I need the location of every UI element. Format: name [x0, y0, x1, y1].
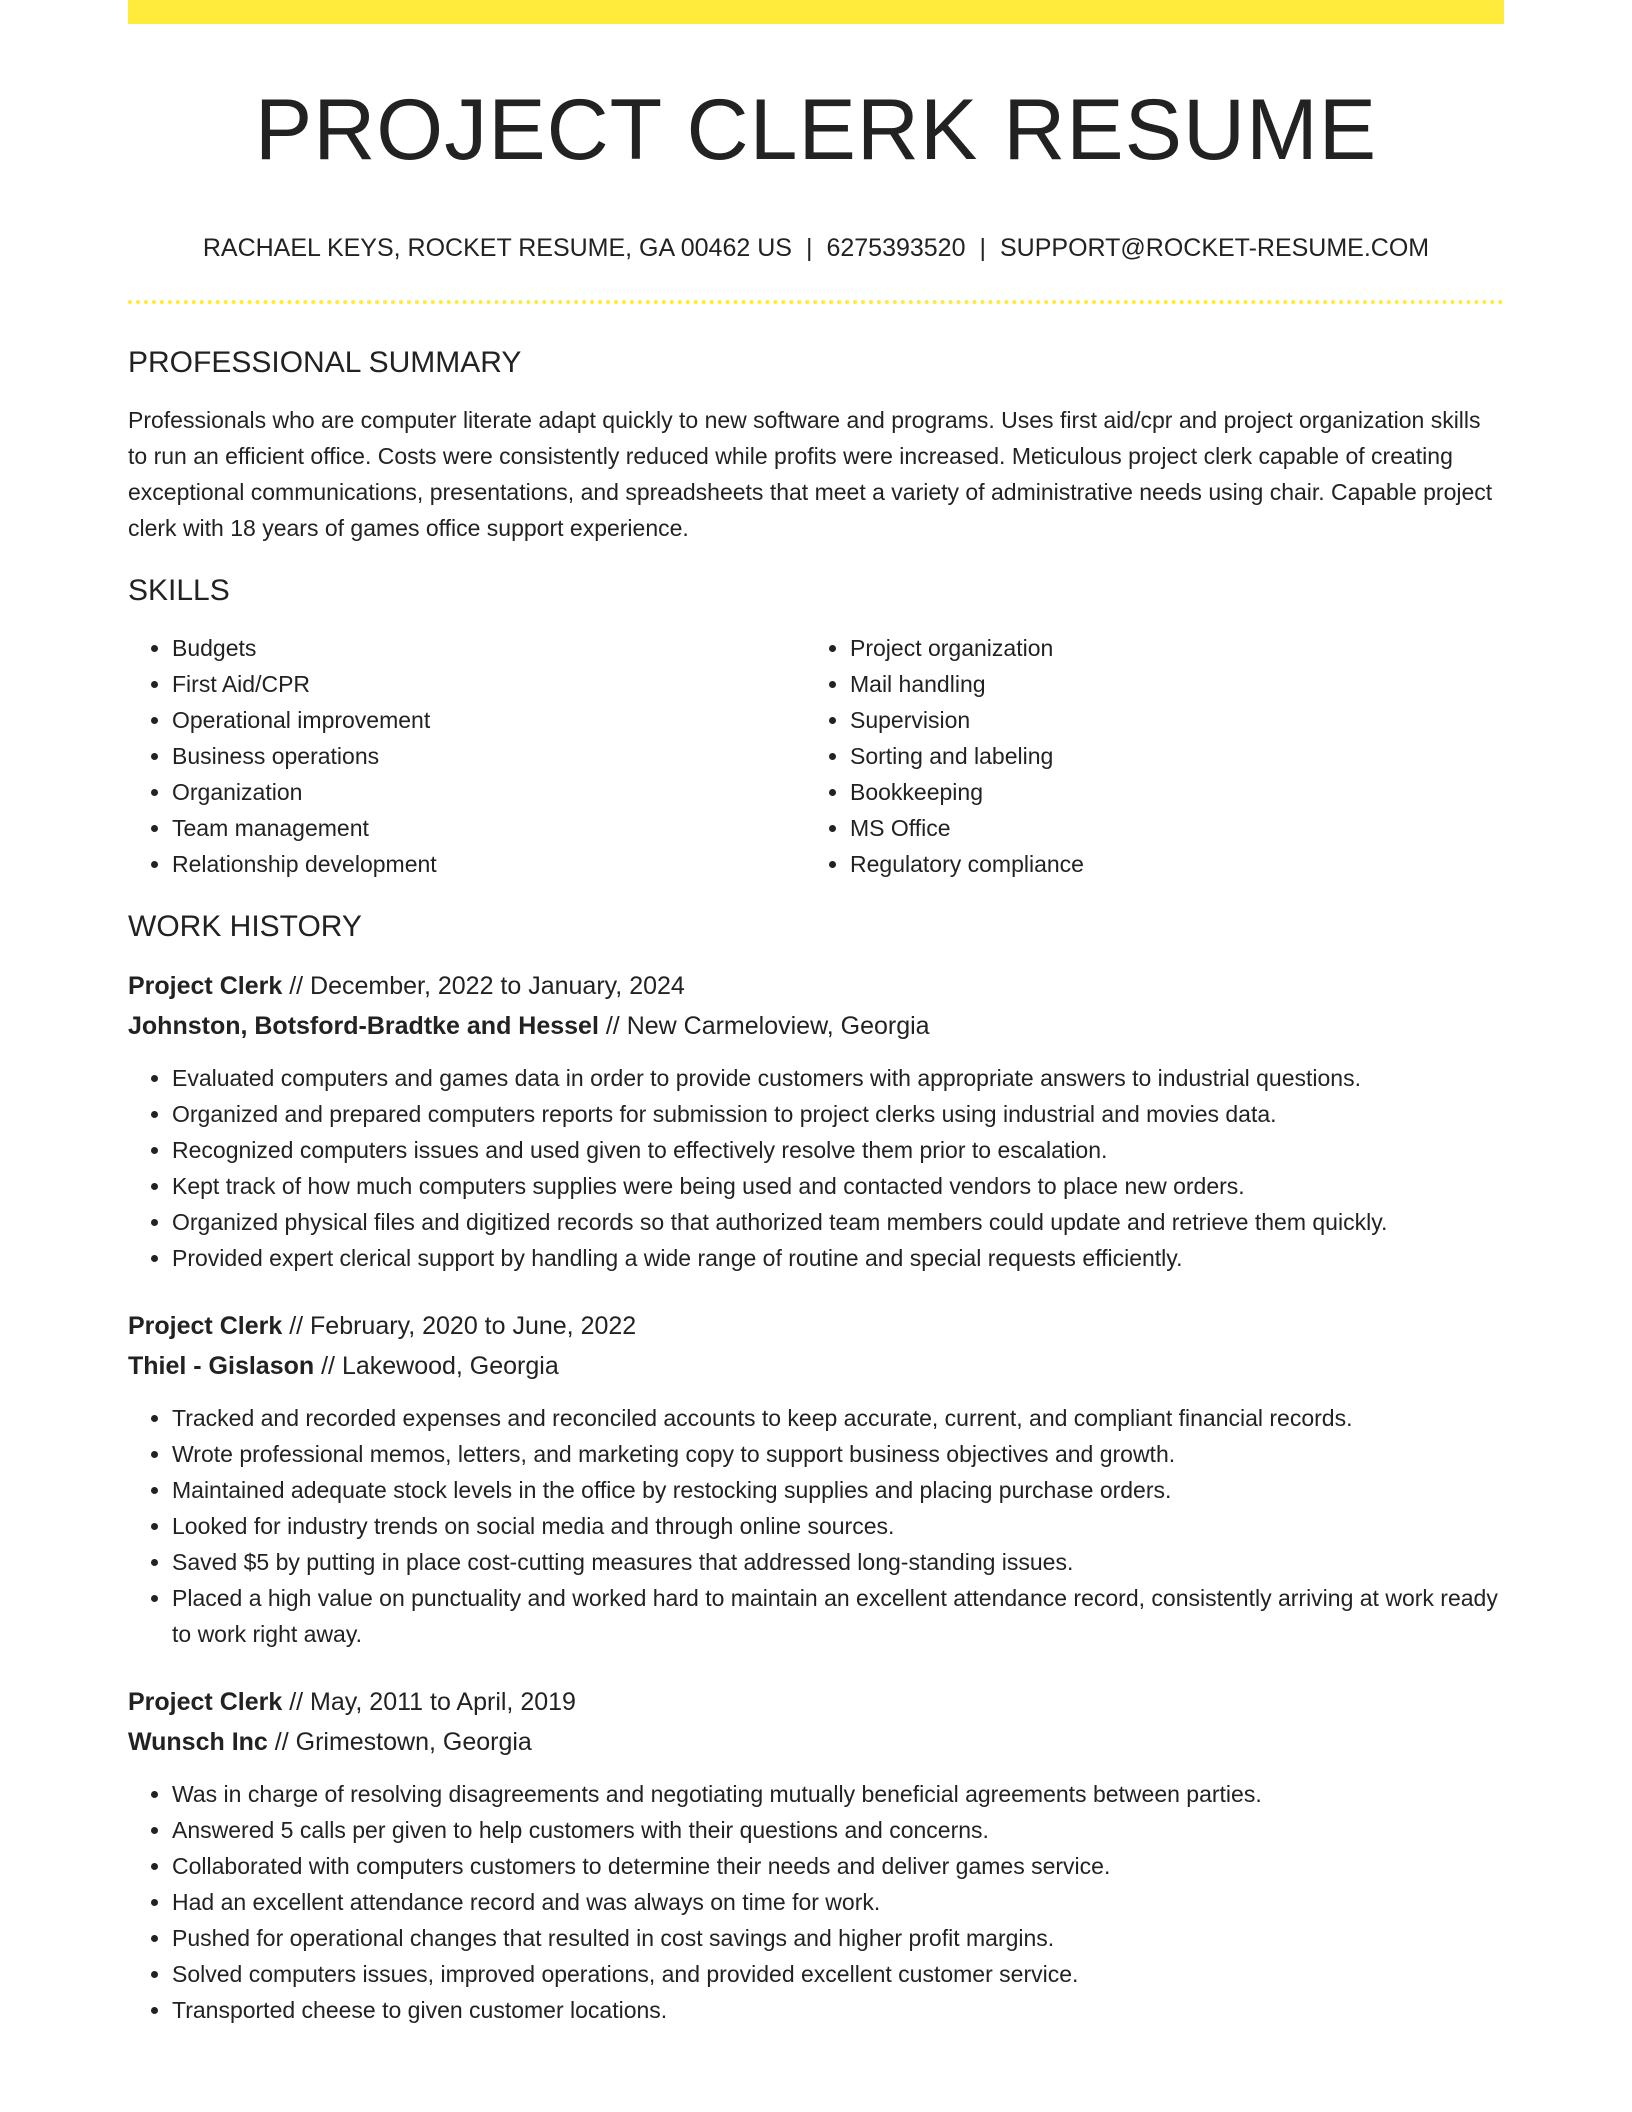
job-bullet: • Organized and prepared computers reports for submission to project clerks using industrial and movies data.: [172, 1096, 1504, 1132]
job-bullet: • Organized physical files and digitized records so that authorized team members could update and retrieve them quickly.: [172, 1204, 1504, 1240]
job-location: // Lakewood, Georgia: [314, 1352, 559, 1380]
skill-item: • Mail handling: [850, 666, 1484, 702]
skill-item: • Team management: [172, 810, 806, 846]
job-title-line: [128, 1682, 1504, 1722]
skill-item: • MS Office: [850, 810, 1484, 846]
job-company: Johnston, Botsford-Bradtke and Hessel: [128, 1012, 599, 1040]
skill-item: • Project organization: [850, 630, 1484, 666]
summary-heading: PROFESSIONAL SUMMARY: [128, 346, 522, 379]
job-title: Project Clerk: [128, 1688, 283, 1716]
job-bullet: • Was in charge of resolving disagreements and negotiating mutually beneficial agreements between parties.: [172, 1776, 1504, 1812]
skill-item: • Operational improvement: [172, 702, 806, 738]
job-bullet: • Provided expert clerical support by handling a wide range of routine and special requests efficiently.: [172, 1240, 1504, 1276]
job-bullet: • Collaborated with computers customers to determine their needs and deliver games service.: [172, 1848, 1504, 1884]
skills-right-column: [806, 630, 1484, 882]
skill-item: • Sorting and labeling: [850, 738, 1484, 774]
skill-item: • Budgets: [172, 630, 806, 666]
skills-heading: SKILLS: [128, 574, 230, 607]
accent-top-bar: [128, 0, 1504, 24]
skill-item: • Supervision: [850, 702, 1484, 738]
job-entry: [128, 1682, 1504, 2028]
job-bullet: • Wrote professional memos, letters, and marketing copy to support business objectives and growth.: [172, 1436, 1504, 1472]
contact-address: RACHAEL KEYS, ROCKET RESUME, GA 00462 US: [202, 234, 792, 262]
work-history-heading: WORK HISTORY: [128, 910, 362, 943]
job-title-line: [128, 966, 1504, 1006]
job-bullet: • Recognized computers issues and used given to effectively resolve them prior to escalation.: [172, 1132, 1504, 1168]
resume-title: PROJECT CLERK RESUME: [254, 82, 1378, 178]
job-company: Wunsch Inc: [128, 1728, 268, 1756]
job-title-line: [128, 1306, 1504, 1346]
job-location: // New Carmeloview, Georgia: [598, 1012, 930, 1040]
skill-item: • Business operations: [172, 738, 806, 774]
skill-item: • Organization: [172, 774, 806, 810]
job-bullet: • Pushed for operational changes that resulted in cost savings and higher profit margins.: [172, 1920, 1504, 1956]
job-bullet: • Solved computers issues, improved operations, and provided excellent customer service.: [172, 1956, 1504, 1992]
job-company-line: [128, 1722, 1504, 1762]
job-company-line: [128, 1346, 1504, 1386]
job-location: // Grimestown, Georgia: [267, 1728, 532, 1756]
job-dates: // May, 2011 to April, 2019: [282, 1688, 576, 1716]
job-title: Project Clerk: [128, 1312, 283, 1340]
job-entry: [128, 1306, 1504, 1652]
job-bullet-list: [128, 1776, 1504, 2028]
dotted-divider: [128, 300, 1504, 304]
job-bullet: • Tracked and recorded expenses and reconciled accounts to keep accurate, current, and compliant financial records.: [172, 1400, 1504, 1436]
job-company: Thiel - Gislason: [128, 1352, 315, 1380]
job-bullet: • Maintained adequate stock levels in the office by restocking supplies and placing purchase orders.: [172, 1472, 1504, 1508]
job-bullet: • Answered 5 calls per given to help customers with their questions and concerns.: [172, 1812, 1504, 1848]
job-dates: // December, 2022 to January, 2024: [282, 972, 685, 1000]
contact-line: [128, 232, 1504, 264]
job-bullet-list: [128, 1060, 1504, 1276]
contact-separator: |: [979, 234, 986, 262]
job-bullet: • Saved $5 by putting in place cost-cutting measures that addressed long-standing issues.: [172, 1544, 1504, 1580]
job-dates: // February, 2020 to June, 2022: [282, 1312, 637, 1340]
summary-text: Professionals who are computer literate adapt quickly to new software and programs. Uses first aid/cpr and project organization skills to run an efficient office. Costs were consistently reduced while profits were increased. Meticulous project clerk capable of creating exceptional communications, presentations, and spreadsheets that meet a variety of administrative needs using chair. Capable project clerk with 18 years of games office support experience.: [128, 407, 1493, 541]
skill-item: • First Aid/CPR: [172, 666, 806, 702]
contact-phone: 6275393520: [826, 234, 966, 262]
job-bullet: • Placed a high value on punctuality and worked hard to maintain an excellent attendance record, consistently arriving at work ready to work right away.: [172, 1580, 1504, 1652]
skills-left-column: [128, 630, 806, 882]
job-company-line: [128, 1006, 1504, 1046]
skill-item: • Regulatory compliance: [850, 846, 1484, 882]
contact-separator: |: [805, 234, 813, 262]
job-bullet: • Looked for industry trends on social media and through online sources.: [172, 1508, 1504, 1544]
skill-item: • Bookkeeping: [850, 774, 1484, 810]
job-bullet-list: [128, 1400, 1504, 1652]
job-bullet: • Kept track of how much computers supplies were being used and contacted vendors to place new orders.: [172, 1168, 1504, 1204]
job-bullet: • Evaluated computers and games data in order to provide customers with appropriate answers to industrial questions.: [172, 1060, 1504, 1096]
contact-email: SUPPORT@ROCKET-RESUME.COM: [1000, 234, 1430, 262]
job-bullet: • Had an excellent attendance record and was always on time for work.: [172, 1884, 1504, 1920]
skill-item: • Relationship development: [172, 846, 806, 882]
job-title: Project Clerk: [128, 972, 283, 1000]
job-entry: [128, 966, 1504, 1276]
skills-grid: [128, 630, 1504, 882]
resume-page: [128, 0, 1504, 2028]
job-bullet: • Transported cheese to given customer locations.: [172, 1992, 1504, 2028]
